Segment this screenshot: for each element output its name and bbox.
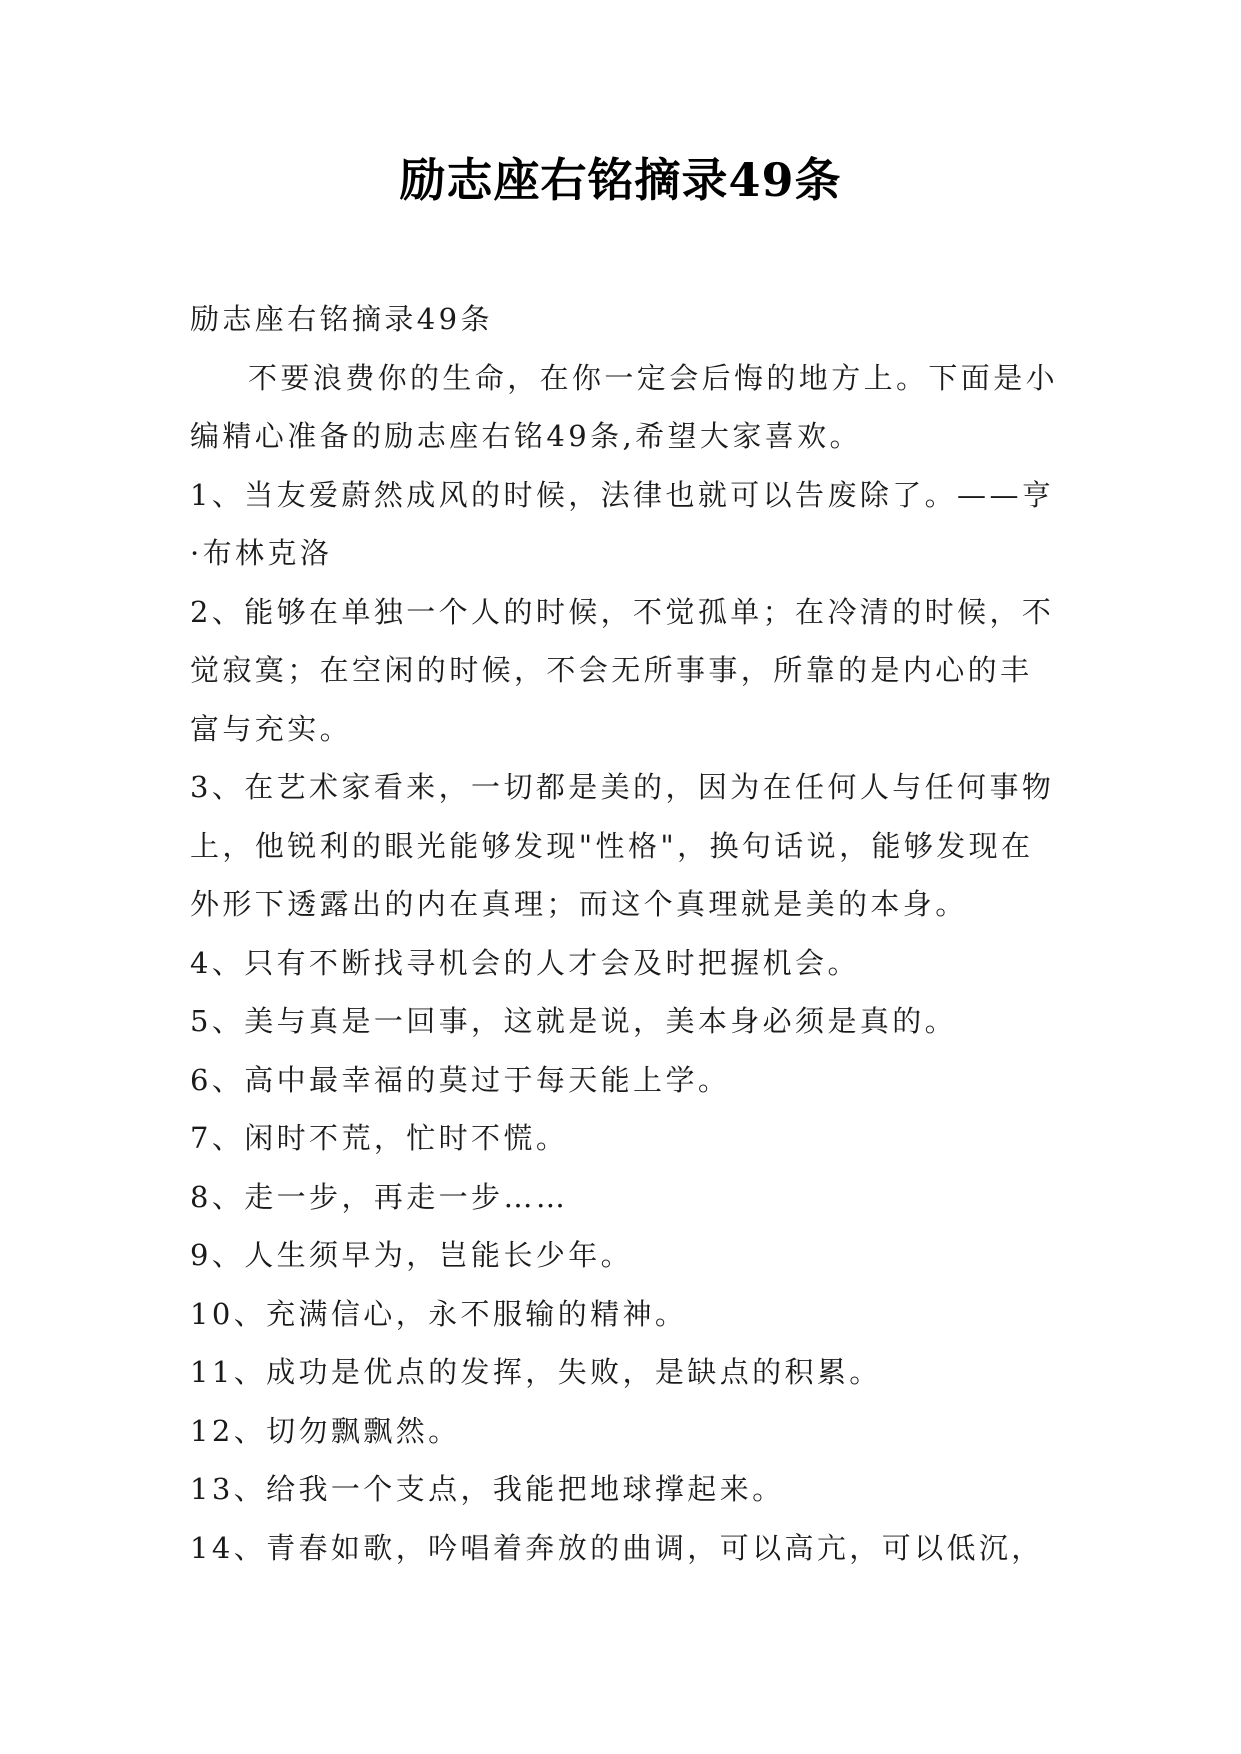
list-item: 7、闲时不荒，忙时不慌。 [190,1121,569,1155]
list-item: 6、高中最幸福的莫过于每天能上学。 [190,1062,731,1097]
list-item: 9、人生须早为，岂能长少年。 [190,1238,634,1272]
intro-paragraph: 不要浪费你的生命，在你一定会后悔的地方上。下面是小编精心准备的励志座右铭49条,希望大家喜欢。 [190,360,1059,453]
list-item: 3、在艺术家看来，一切都是美的，因为在任何人与任何事物上，他锐利的眼光能够发现"性格"，换句话说，能够发现在外形下透露出的内在真理；而这个真理就是美的本身。 [190,770,1055,921]
list-item: 13、给我一个支点，我能把地球撑起来。 [190,1472,785,1506]
list-item: 5、美与真是一回事，这就是说，美本身必须是真的。 [190,1004,958,1038]
document-body [190,290,1062,1577]
list-item: 4、只有不断找寻机会的人才会及时把握机会。 [190,945,860,980]
list-item: 8、走一步，再走一步…… [190,1179,569,1214]
document-subtitle: 励志座右铭摘录49条 [190,302,493,336]
list-item: 14、青春如歌，吟唱着奔放的曲调，可以高亢，可以低沉， [190,1530,1044,1565]
list-item: 2、能够在单独一个人的时候，不觉孤单；在冷清的时候，不觉寂寞；在空闲的时候，不会无所事事，所靠的是内心的丰富与充实。 [190,594,1055,746]
document-title: 励志座右铭摘录49条 [399,153,842,207]
list-item: 11、成功是优点的发挥，失败，是缺点的积累。 [190,1355,882,1389]
list-item: 1、当友爱蔚然成风的时候，法律也就可以告废除了。——亨·布林克洛 [190,477,1055,570]
list-item: 10、充满信心，永不服输的精神。 [190,1296,688,1331]
list-item: 12、切勿飘飘然。 [190,1413,461,1448]
